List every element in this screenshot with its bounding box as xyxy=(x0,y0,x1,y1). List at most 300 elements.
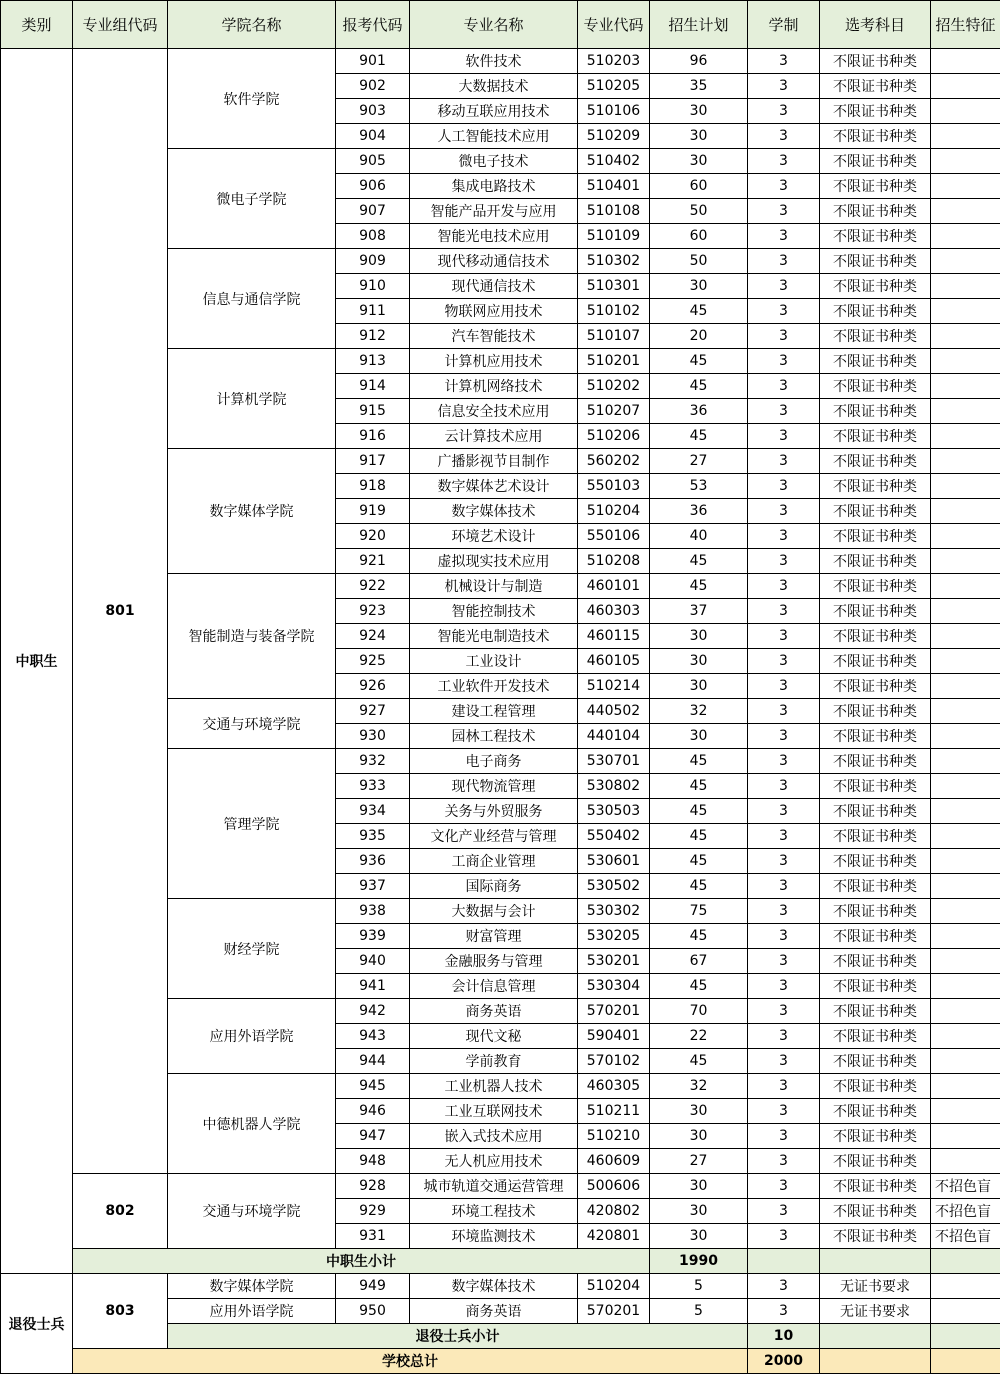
feature-cell xyxy=(931,1024,1000,1049)
exam-code-cell: 944 xyxy=(336,1049,410,1074)
major-cell: 云计算技术应用 xyxy=(410,424,578,449)
feature-cell xyxy=(931,999,1000,1024)
exam-code-cell: 928 xyxy=(336,1174,410,1199)
years-cell: 3 xyxy=(748,274,820,299)
years-cell: 3 xyxy=(748,49,820,74)
feature-cell xyxy=(931,1099,1000,1124)
college-cell: 管理学院 xyxy=(168,749,336,899)
exam-code-cell: 913 xyxy=(336,349,410,374)
college-cell: 交通与环境学院 xyxy=(168,699,336,749)
subjects-cell: 不限证书种类 xyxy=(820,874,931,899)
major-code-cell: 510106 xyxy=(578,99,650,124)
major-cell: 移动互联应用技术 xyxy=(410,99,578,124)
major-cell: 财富管理 xyxy=(410,924,578,949)
major-code-cell: 550106 xyxy=(578,524,650,549)
major-cell: 人工智能技术应用 xyxy=(410,124,578,149)
college-cell: 应用外语学院 xyxy=(168,1299,336,1324)
years-cell: 3 xyxy=(748,1049,820,1074)
feature-cell xyxy=(931,349,1000,374)
plan-cell: 45 xyxy=(650,774,748,799)
plan-cell: 30 xyxy=(650,1099,748,1124)
major-code-cell: 420802 xyxy=(578,1199,650,1224)
exam-code-cell: 908 xyxy=(336,224,410,249)
plan-cell: 45 xyxy=(650,549,748,574)
feature-cell xyxy=(931,124,1000,149)
feature-cell xyxy=(931,824,1000,849)
years-cell: 3 xyxy=(748,624,820,649)
feature-cell xyxy=(931,649,1000,674)
major-cell: 建设工程管理 xyxy=(410,699,578,724)
major-code-cell: 440104 xyxy=(578,724,650,749)
years-cell: 3 xyxy=(748,99,820,124)
plan-cell: 45 xyxy=(650,874,748,899)
major-cell: 嵌入式技术应用 xyxy=(410,1124,578,1149)
plan-cell: 45 xyxy=(650,749,748,774)
exam-code-cell: 915 xyxy=(336,399,410,424)
plan-cell: 27 xyxy=(650,1149,748,1174)
plan-cell: 27 xyxy=(650,449,748,474)
subjects-cell: 不限证书种类 xyxy=(820,249,931,274)
major-code-cell: 570201 xyxy=(578,999,650,1024)
major-code-cell: 510208 xyxy=(578,549,650,574)
feature-cell xyxy=(931,174,1000,199)
header-plan: 招生计划 xyxy=(650,1,748,49)
major-cell: 现代物流管理 xyxy=(410,774,578,799)
feature-cell: 不招色盲 xyxy=(931,1224,1000,1249)
feature-cell xyxy=(931,874,1000,899)
subjects-cell: 不限证书种类 xyxy=(820,1199,931,1224)
major-code-cell: 530502 xyxy=(578,874,650,899)
exam-code-cell: 904 xyxy=(336,124,410,149)
major-code-cell: 510209 xyxy=(578,124,650,149)
subjects-cell: 不限证书种类 xyxy=(820,1099,931,1124)
major-cell: 工业设计 xyxy=(410,649,578,674)
plan-cell: 45 xyxy=(650,924,748,949)
plan-cell: 45 xyxy=(650,424,748,449)
plan-cell: 37 xyxy=(650,599,748,624)
college-cell: 财经学院 xyxy=(168,899,336,999)
major-cell: 智能产品开发与应用 xyxy=(410,199,578,224)
plan-cell: 32 xyxy=(650,1074,748,1099)
grand-total-empty xyxy=(931,1349,1000,1374)
subjects-cell: 不限证书种类 xyxy=(820,699,931,724)
subjects-cell: 不限证书种类 xyxy=(820,849,931,874)
subjects-cell: 不限证书种类 xyxy=(820,374,931,399)
feature-cell xyxy=(931,1299,1000,1324)
years-cell: 3 xyxy=(748,474,820,499)
plan-cell: 70 xyxy=(650,999,748,1024)
plan-cell: 45 xyxy=(650,799,748,824)
major-cell: 机械设计与制造 xyxy=(410,574,578,599)
years-cell: 3 xyxy=(748,149,820,174)
exam-code-cell: 939 xyxy=(336,924,410,949)
major-code-cell: 460305 xyxy=(578,1074,650,1099)
subjects-cell: 不限证书种类 xyxy=(820,724,931,749)
major-cell: 大数据技术 xyxy=(410,74,578,99)
exam-code-cell: 934 xyxy=(336,799,410,824)
college-cell: 数字媒体学院 xyxy=(168,1274,336,1299)
exam-code-cell: 911 xyxy=(336,299,410,324)
grand-total-empty xyxy=(820,1349,931,1374)
subjects-cell: 不限证书种类 xyxy=(820,474,931,499)
feature-cell: 不招色盲 xyxy=(931,1174,1000,1199)
subjects-cell: 不限证书种类 xyxy=(820,974,931,999)
years-cell: 3 xyxy=(748,899,820,924)
subjects-cell: 不限证书种类 xyxy=(820,499,931,524)
feature-cell xyxy=(931,749,1000,774)
college-cell: 信息与通信学院 xyxy=(168,249,336,349)
plan-cell: 30 xyxy=(650,99,748,124)
header-exam-code: 报考代码 xyxy=(336,1,410,49)
plan-cell: 67 xyxy=(650,949,748,974)
major-code-cell: 590401 xyxy=(578,1024,650,1049)
plan-cell: 53 xyxy=(650,474,748,499)
header-row xyxy=(1,1,1000,49)
years-cell: 3 xyxy=(748,124,820,149)
major-code-cell: 530201 xyxy=(578,949,650,974)
exam-code-cell: 933 xyxy=(336,774,410,799)
subjects-cell: 不限证书种类 xyxy=(820,199,931,224)
major-cell: 城市轨道交通运营管理 xyxy=(410,1174,578,1199)
feature-cell xyxy=(931,1274,1000,1299)
major-cell: 现代移动通信技术 xyxy=(410,249,578,274)
subtotal-value: 1990 xyxy=(650,1249,748,1274)
major-cell: 学前教育 xyxy=(410,1049,578,1074)
years-cell: 3 xyxy=(748,574,820,599)
plan-cell: 60 xyxy=(650,224,748,249)
subtotal-value: 10 xyxy=(748,1324,820,1349)
major-cell: 计算机网络技术 xyxy=(410,374,578,399)
subjects-cell: 不限证书种类 xyxy=(820,74,931,99)
feature-cell xyxy=(931,724,1000,749)
major-cell: 商务英语 xyxy=(410,1299,578,1324)
subjects-cell: 不限证书种类 xyxy=(820,1149,931,1174)
years-cell: 3 xyxy=(748,1149,820,1174)
feature-cell xyxy=(931,774,1000,799)
subjects-cell: 不限证书种类 xyxy=(820,899,931,924)
major-cell: 国际商务 xyxy=(410,874,578,899)
subjects-cell: 不限证书种类 xyxy=(820,674,931,699)
header-major-code: 专业代码 xyxy=(578,1,650,49)
exam-code-cell: 942 xyxy=(336,999,410,1024)
major-cell: 物联网应用技术 xyxy=(410,299,578,324)
feature-cell xyxy=(931,49,1000,74)
plan-cell: 30 xyxy=(650,1174,748,1199)
subjects-cell: 不限证书种类 xyxy=(820,299,931,324)
major-cell: 工业互联网技术 xyxy=(410,1099,578,1124)
subjects-cell: 无证书要求 xyxy=(820,1299,931,1324)
plan-cell: 45 xyxy=(650,574,748,599)
years-cell: 3 xyxy=(748,1124,820,1149)
years-cell: 3 xyxy=(748,224,820,249)
feature-cell xyxy=(931,524,1000,549)
subjects-cell: 不限证书种类 xyxy=(820,424,931,449)
major-code-cell: 510207 xyxy=(578,399,650,424)
grand-total-value: 2000 xyxy=(748,1349,820,1374)
feature-cell xyxy=(931,449,1000,474)
feature-cell xyxy=(931,399,1000,424)
exam-code-cell: 917 xyxy=(336,449,410,474)
major-cell: 商务英语 xyxy=(410,999,578,1024)
exam-code-cell: 950 xyxy=(336,1299,410,1324)
years-cell: 3 xyxy=(748,174,820,199)
years-cell: 3 xyxy=(748,199,820,224)
years-cell: 3 xyxy=(748,824,820,849)
years-cell: 3 xyxy=(748,1099,820,1124)
years-cell: 3 xyxy=(748,499,820,524)
plan-cell: 45 xyxy=(650,974,748,999)
exam-code-cell: 929 xyxy=(336,1199,410,1224)
subjects-cell: 不限证书种类 xyxy=(820,649,931,674)
plan-cell: 22 xyxy=(650,1024,748,1049)
feature-cell xyxy=(931,474,1000,499)
subtotal-label: 退役士兵小计 xyxy=(168,1324,748,1349)
header-college: 学院名称 xyxy=(168,1,336,49)
college-cell: 软件学院 xyxy=(168,49,336,149)
major-code-cell: 510206 xyxy=(578,424,650,449)
plan-cell: 30 xyxy=(650,724,748,749)
major-cell: 广播影视节目制作 xyxy=(410,449,578,474)
major-code-cell: 510302 xyxy=(578,249,650,274)
feature-cell xyxy=(931,74,1000,99)
plan-cell: 20 xyxy=(650,324,748,349)
years-cell: 3 xyxy=(748,974,820,999)
major-code-cell: 510211 xyxy=(578,1099,650,1124)
feature-cell xyxy=(931,799,1000,824)
major-code-cell: 510201 xyxy=(578,349,650,374)
header-major: 专业名称 xyxy=(410,1,578,49)
major-code-cell: 530503 xyxy=(578,799,650,824)
subjects-cell: 不限证书种类 xyxy=(820,749,931,774)
plan-cell: 30 xyxy=(650,674,748,699)
feature-cell xyxy=(931,1149,1000,1174)
feature-cell xyxy=(931,374,1000,399)
major-cell: 数字媒体艺术设计 xyxy=(410,474,578,499)
major-code-cell: 530802 xyxy=(578,774,650,799)
feature-cell xyxy=(931,324,1000,349)
subtotal-row xyxy=(1,1249,1000,1274)
exam-code-cell: 943 xyxy=(336,1024,410,1049)
feature-cell xyxy=(931,1074,1000,1099)
plan-cell: 30 xyxy=(650,624,748,649)
subjects-cell: 不限证书种类 xyxy=(820,999,931,1024)
group-code-cell: 801 xyxy=(73,49,168,1174)
exam-code-cell: 946 xyxy=(336,1099,410,1124)
years-cell: 3 xyxy=(748,699,820,724)
years-cell: 3 xyxy=(748,949,820,974)
years-cell: 3 xyxy=(748,724,820,749)
years-cell: 3 xyxy=(748,524,820,549)
feature-cell xyxy=(931,1049,1000,1074)
subjects-cell: 不限证书种类 xyxy=(820,349,931,374)
subjects-cell: 不限证书种类 xyxy=(820,149,931,174)
major-cell: 文化产业经营与管理 xyxy=(410,824,578,849)
years-cell: 3 xyxy=(748,924,820,949)
feature-cell xyxy=(931,624,1000,649)
category-cell: 中职生 xyxy=(1,49,73,1274)
grand-total-label: 学校总计 xyxy=(73,1349,748,1374)
major-cell: 环境艺术设计 xyxy=(410,524,578,549)
major-code-cell: 460609 xyxy=(578,1149,650,1174)
exam-code-cell: 902 xyxy=(336,74,410,99)
feature-cell xyxy=(931,574,1000,599)
feature-cell xyxy=(931,499,1000,524)
major-cell: 软件技术 xyxy=(410,49,578,74)
exam-code-cell: 910 xyxy=(336,274,410,299)
feature-cell xyxy=(931,974,1000,999)
subjects-cell: 不限证书种类 xyxy=(820,1049,931,1074)
exam-code-cell: 935 xyxy=(336,824,410,849)
subjects-cell: 不限证书种类 xyxy=(820,124,931,149)
years-cell: 3 xyxy=(748,1199,820,1224)
major-code-cell: 510301 xyxy=(578,274,650,299)
major-cell: 虚拟现实技术应用 xyxy=(410,549,578,574)
exam-code-cell: 923 xyxy=(336,599,410,624)
subjects-cell: 不限证书种类 xyxy=(820,224,931,249)
subtotal-empty xyxy=(820,1249,931,1274)
years-cell: 3 xyxy=(748,599,820,624)
group-code-cell: 802 xyxy=(73,1174,168,1249)
exam-code-cell: 921 xyxy=(336,549,410,574)
major-cell: 园林工程技术 xyxy=(410,724,578,749)
years-cell: 3 xyxy=(748,1274,820,1299)
plan-cell: 45 xyxy=(650,299,748,324)
feature-cell xyxy=(931,924,1000,949)
feature-cell: 不招色盲 xyxy=(931,1199,1000,1224)
subjects-cell: 不限证书种类 xyxy=(820,574,931,599)
plan-cell: 45 xyxy=(650,349,748,374)
subjects-cell: 不限证书种类 xyxy=(820,1224,931,1249)
header-feature: 招生特征 xyxy=(931,1,1000,49)
subtotal-empty xyxy=(748,1249,820,1274)
major-code-cell: 530205 xyxy=(578,924,650,949)
major-code-cell: 460105 xyxy=(578,649,650,674)
major-cell: 工商企业管理 xyxy=(410,849,578,874)
years-cell: 3 xyxy=(748,299,820,324)
major-cell: 现代通信技术 xyxy=(410,274,578,299)
feature-cell xyxy=(931,249,1000,274)
plan-cell: 45 xyxy=(650,374,748,399)
table-row xyxy=(1,1274,1000,1299)
major-code-cell: 530304 xyxy=(578,974,650,999)
exam-code-cell: 936 xyxy=(336,849,410,874)
years-cell: 3 xyxy=(748,1299,820,1324)
years-cell: 3 xyxy=(748,374,820,399)
plan-cell: 45 xyxy=(650,824,748,849)
plan-cell: 30 xyxy=(650,649,748,674)
exam-code-cell: 940 xyxy=(336,949,410,974)
major-cell: 集成电路技术 xyxy=(410,174,578,199)
major-code-cell: 510210 xyxy=(578,1124,650,1149)
exam-code-cell: 945 xyxy=(336,1074,410,1099)
subjects-cell: 不限证书种类 xyxy=(820,1074,931,1099)
major-cell: 计算机应用技术 xyxy=(410,349,578,374)
plan-cell: 75 xyxy=(650,899,748,924)
college-cell: 交通与环境学院 xyxy=(168,1174,336,1249)
table-row xyxy=(1,1174,1000,1199)
major-code-cell: 460115 xyxy=(578,624,650,649)
exam-code-cell: 925 xyxy=(336,649,410,674)
years-cell: 3 xyxy=(748,849,820,874)
subjects-cell: 不限证书种类 xyxy=(820,774,931,799)
subtotal-empty xyxy=(820,1324,931,1349)
subjects-cell: 不限证书种类 xyxy=(820,399,931,424)
subtotal-empty xyxy=(931,1324,1000,1349)
plan-cell: 30 xyxy=(650,1224,748,1249)
years-cell: 3 xyxy=(748,449,820,474)
subjects-cell: 无证书要求 xyxy=(820,1274,931,1299)
subjects-cell: 不限证书种类 xyxy=(820,924,931,949)
subtotal-label: 中职生小计 xyxy=(73,1249,650,1274)
feature-cell xyxy=(931,549,1000,574)
major-code-cell: 570102 xyxy=(578,1049,650,1074)
exam-code-cell: 924 xyxy=(336,624,410,649)
header-subjects: 选考科目 xyxy=(820,1,931,49)
feature-cell xyxy=(931,299,1000,324)
table-row xyxy=(1,49,1000,74)
major-code-cell: 510102 xyxy=(578,299,650,324)
years-cell: 3 xyxy=(748,874,820,899)
subjects-cell: 不限证书种类 xyxy=(820,449,931,474)
years-cell: 3 xyxy=(748,1024,820,1049)
major-code-cell: 420801 xyxy=(578,1224,650,1249)
exam-code-cell: 947 xyxy=(336,1124,410,1149)
subjects-cell: 不限证书种类 xyxy=(820,324,931,349)
group-code-cell: 803 xyxy=(73,1274,168,1349)
plan-cell: 30 xyxy=(650,124,748,149)
major-cell: 会计信息管理 xyxy=(410,974,578,999)
years-cell: 3 xyxy=(748,1174,820,1199)
exam-code-cell: 918 xyxy=(336,474,410,499)
feature-cell xyxy=(931,274,1000,299)
feature-cell xyxy=(931,899,1000,924)
feature-cell xyxy=(931,674,1000,699)
exam-code-cell: 906 xyxy=(336,174,410,199)
major-code-cell: 550103 xyxy=(578,474,650,499)
major-cell: 工业机器人技术 xyxy=(410,1074,578,1099)
major-cell: 微电子技术 xyxy=(410,149,578,174)
years-cell: 3 xyxy=(748,549,820,574)
major-code-cell: 550402 xyxy=(578,824,650,849)
major-code-cell: 510401 xyxy=(578,174,650,199)
plan-cell: 30 xyxy=(650,149,748,174)
exam-code-cell: 922 xyxy=(336,574,410,599)
feature-cell xyxy=(931,224,1000,249)
exam-code-cell: 919 xyxy=(336,499,410,524)
major-code-cell: 530601 xyxy=(578,849,650,874)
years-cell: 3 xyxy=(748,249,820,274)
major-code-cell: 460101 xyxy=(578,574,650,599)
exam-code-cell: 907 xyxy=(336,199,410,224)
feature-cell xyxy=(931,424,1000,449)
major-code-cell: 510204 xyxy=(578,1274,650,1299)
major-code-cell: 570201 xyxy=(578,1299,650,1324)
major-cell: 汽车智能技术 xyxy=(410,324,578,349)
college-cell: 数字媒体学院 xyxy=(168,449,336,574)
feature-cell xyxy=(931,599,1000,624)
feature-cell xyxy=(931,199,1000,224)
subjects-cell: 不限证书种类 xyxy=(820,1124,931,1149)
plan-cell: 32 xyxy=(650,699,748,724)
major-cell: 工业软件开发技术 xyxy=(410,674,578,699)
major-code-cell: 560202 xyxy=(578,449,650,474)
major-cell: 智能光电制造技术 xyxy=(410,624,578,649)
subjects-cell: 不限证书种类 xyxy=(820,599,931,624)
major-code-cell: 510202 xyxy=(578,374,650,399)
years-cell: 3 xyxy=(748,324,820,349)
exam-code-cell: 931 xyxy=(336,1224,410,1249)
grand-total-row xyxy=(1,1349,1000,1374)
